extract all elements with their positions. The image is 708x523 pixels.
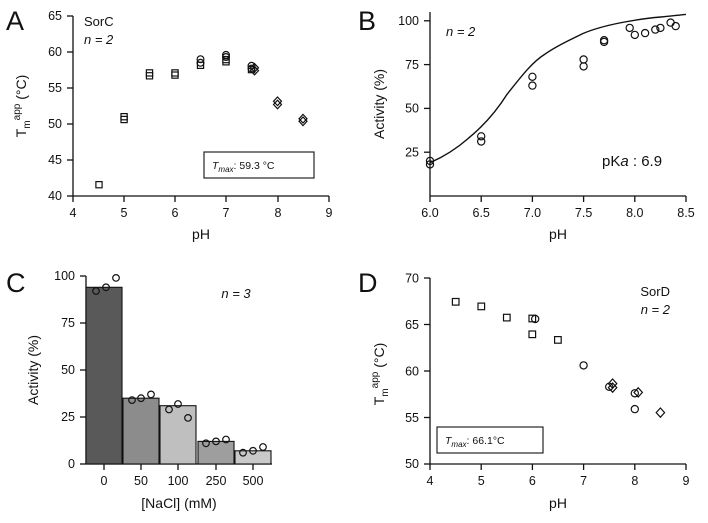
tmax-sub: max (451, 440, 467, 449)
panel-b-y-tick-labels (398, 14, 419, 159)
panel-b-xlabel: pH (549, 226, 567, 242)
panel-a-circle-markers (197, 52, 255, 73)
panel-a-svg (0, 0, 354, 256)
x-tick-label: 6.0 (421, 206, 439, 220)
panel-d-y-tick-labels (405, 271, 419, 471)
x-tick-label: 250 (205, 474, 227, 488)
x-tick-label: 7.5 (574, 206, 593, 220)
panel-d (354, 256, 708, 523)
panel-d-diamond-markers (608, 379, 664, 417)
panel-c-n-label: n = 3 (221, 286, 251, 301)
y-tick-label: 25 (405, 145, 419, 160)
panel-d-tmax-box (437, 427, 543, 453)
x-tick-label: 8.0 (626, 206, 644, 220)
x-tick-label: 5 (120, 206, 128, 220)
x-tick-label: 9 (682, 474, 690, 488)
panel-c-y-tick-labels (54, 269, 75, 471)
x-tick-label: 7 (580, 474, 588, 488)
ylabel-unit: (°C) (371, 342, 387, 372)
y-tick-label: 50 (405, 101, 419, 116)
x-tick-label: 5 (477, 474, 485, 488)
ylabel-main: T (13, 128, 29, 138)
panel-d-letter: D (358, 268, 378, 298)
panel-d-svg (354, 256, 708, 523)
y-tick-label: 70 (405, 271, 419, 286)
panel-c-xlabel: [NaCl] (mM) (141, 495, 217, 511)
panel-c-ylabel (25, 335, 41, 405)
svg-text:Tmapp (°C) (370, 343, 391, 406)
y-tick-label: 50 (48, 117, 62, 131)
panel-b-n-label: n = 2 (446, 24, 476, 39)
panel-a-n-label: n = 2 (84, 32, 114, 47)
ylabel-sub: m (22, 120, 33, 129)
svg-text:Tmax: 59.3 °C (212, 160, 275, 174)
svg-text:Activity (%): Activity (%) (25, 335, 41, 405)
x-tick-label: 6 (528, 474, 536, 488)
y-tick-label: 0 (68, 457, 75, 471)
panel-b-ylabel (371, 69, 387, 139)
panel-a-ylabel (12, 75, 33, 138)
x-tick-label: 0 (100, 474, 108, 488)
y-tick-label: 45 (48, 153, 62, 167)
y-tick-label: 50 (61, 363, 75, 377)
x-tick-label: 6 (171, 206, 179, 220)
panel-a-letter: A (6, 6, 25, 36)
panel-a-x-tick-labels (70, 206, 333, 220)
y-tick-label: 75 (61, 316, 75, 330)
y-tick-label: 100 (54, 269, 75, 283)
panel-b-x-tick-labels (421, 206, 694, 220)
panel-a-y-tick-labels (48, 9, 62, 203)
panel-a-diamond-markers (251, 64, 308, 126)
ylabel-sup: app (370, 371, 381, 389)
x-tick-label: 7 (222, 206, 230, 220)
y-tick-label: 60 (48, 45, 62, 59)
panel-c (0, 256, 354, 523)
panel-b (354, 0, 708, 256)
panel-a-tmax-box (204, 152, 314, 178)
panel-c-bars (86, 287, 271, 464)
panel-b-letter: B (358, 6, 377, 36)
ylabel-unit: (°C) (13, 74, 29, 104)
x-tick-label: 8 (631, 474, 639, 488)
x-tick-label: 9 (325, 206, 333, 220)
x-tick-label: 8.5 (677, 206, 695, 220)
y-tick-label: 60 (405, 364, 419, 379)
x-tick-label: 50 (134, 474, 148, 488)
x-tick-label: 8 (274, 206, 282, 220)
y-tick-label: 100 (398, 14, 419, 29)
x-tick-label: 100 (167, 474, 189, 488)
panel-c-x-tick-labels (101, 474, 264, 488)
panel-c-letter: C (6, 268, 26, 298)
y-tick-label: 50 (405, 457, 419, 471)
panel-b-circle-markers (426, 19, 679, 168)
svg-text:Activity (%): Activity (%) (371, 69, 387, 139)
x-tick-label: 6.5 (472, 206, 490, 220)
panel-b-svg (354, 0, 708, 256)
y-tick-label: 40 (48, 189, 62, 203)
panel-d-ylabel (370, 343, 391, 406)
tmax-sub: max (218, 165, 234, 174)
x-tick-label: 7.0 (523, 206, 542, 220)
panel-a-sample-label: SorC (84, 14, 114, 29)
ylabel-sub: m (380, 388, 391, 397)
x-tick-label: 4 (426, 474, 434, 488)
panel-c-svg (0, 256, 354, 523)
ylabel-sup: app (12, 103, 23, 121)
panel-a (0, 0, 354, 256)
panel-d-circle-markers (532, 315, 639, 412)
y-tick-label: 55 (48, 81, 62, 95)
x-tick-label: 500 (242, 474, 264, 488)
panel-a-xlabel: pH (192, 226, 210, 242)
svg-text:Tmapp (°C) (12, 75, 33, 138)
svg-text:Tmax: 66.1°C (445, 435, 505, 449)
panel-b-pka-label: pKa : 6.9 (602, 153, 663, 170)
y-tick-label: 75 (405, 57, 419, 72)
y-tick-label: 25 (61, 410, 75, 424)
tmax-value: : 66.1°C (466, 435, 505, 447)
panel-b-axes (424, 12, 686, 202)
tmax-label: T (445, 435, 452, 447)
ylabel-main: T (371, 396, 387, 406)
panel-d-sample-label: SorD (640, 284, 670, 299)
y-tick-label: 65 (48, 9, 62, 23)
tmax-label: T (212, 160, 219, 172)
panel-d-square-markers (452, 299, 561, 344)
y-tick-label: 65 (405, 317, 419, 332)
tmax-value: : 59.3 °C (233, 160, 275, 172)
x-tick-label: 4 (69, 206, 77, 220)
panel-d-x-tick-labels (427, 474, 690, 488)
y-tick-label: 55 (405, 410, 419, 425)
panel-d-xlabel: pH (549, 495, 567, 511)
panel-d-n-label: n = 2 (640, 302, 670, 317)
